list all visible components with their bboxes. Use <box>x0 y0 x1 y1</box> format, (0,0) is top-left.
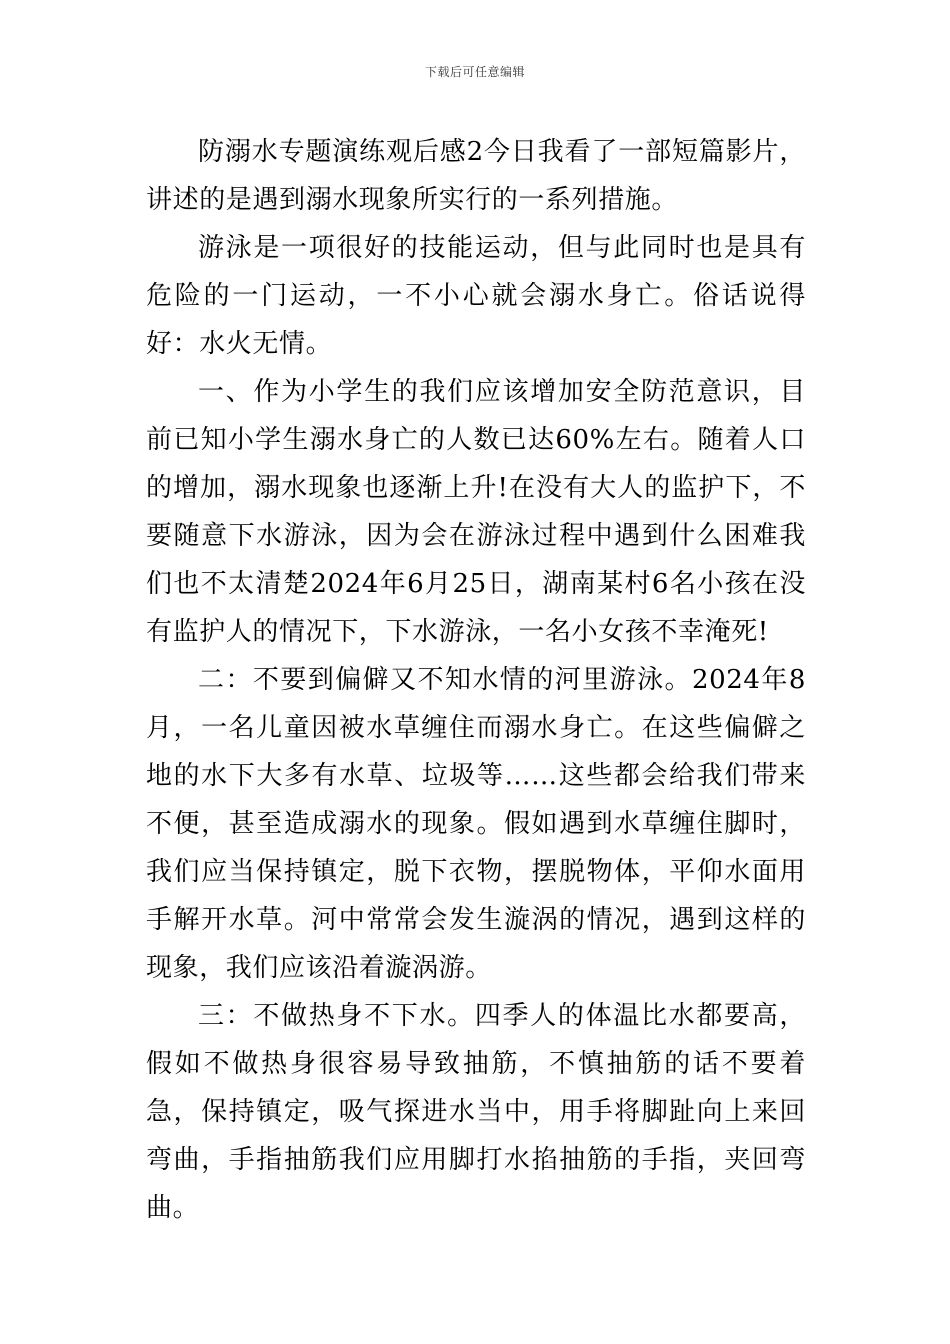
paragraph-point-one: 一、作为小学生的我们应该增加安全防范意识，目前已知小学生溺水身亡的人数已达60%左右。随着人口的增加，溺水现象也逐渐上升!在没有大人的监护下，不要随意下水游泳，因为会在游泳过程中遇到什么困难我们也不太清楚2024年6月25日，湖南某村6名小孩在没有监护人的情况下，下水游泳，一名小女孩不幸淹死! <box>146 377 806 647</box>
paragraph-swimming-risk: 游泳是一项很好的技能运动，但与此同时也是具有危险的一门运动，一不小心就会溺水身亡。俗话说得好：水火无情。 <box>146 233 806 359</box>
paragraph-intro: 防溺水专题演练观后感2今日我看了一部短篇影片，讲述的是遇到溺水现象所实行的一系列措施。 <box>146 137 806 215</box>
document-body <box>146 128 806 1232</box>
page-header: 下载后可任意编辑 <box>424 65 525 79</box>
paragraph-point-three: 三：不做热身不下水。四季人的体温比水都要高，假如不做热身很容易导致抽筋，不慎抽筋的话不要着急，保持镇定，吸气探进水当中，用手将脚趾向上来回弯曲，手指抽筋我们应用脚打水掐抽筋的手指，夹回弯曲。 <box>146 1001 806 1223</box>
paragraph-point-two: 二：不要到偏僻又不知水情的河里游泳。2024年8月，一名儿童因被水草缠住而溺水身亡。在这些偏僻之地的水下大多有水草、垃圾等……这些都会给我们带来不便，甚至造成溺水的现象。假如遇到水草缠住脚时，我们应当保持镇定，脱下衣物，摆脱物体，平仰水面用手解开水草。河中常常会发生漩涡的情况，遇到这样的现象，我们应该沿着漩涡游。 <box>146 665 806 983</box>
